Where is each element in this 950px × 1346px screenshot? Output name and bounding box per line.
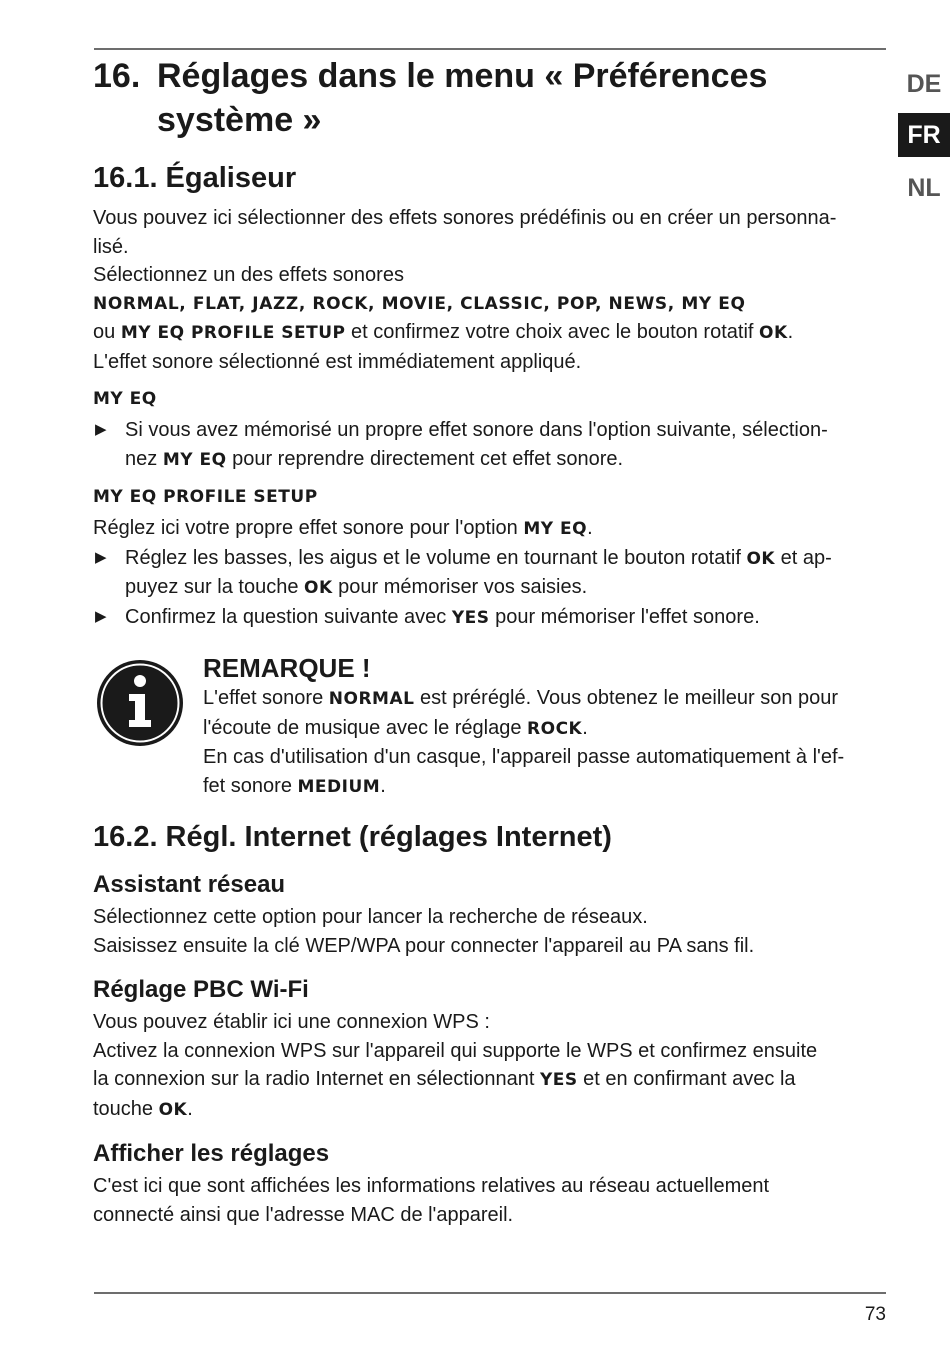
list-item: ▶ Réglez les basses, les aigus et le volume en tournant le bouton rotatif OK et ap- puyez sur la touche OK pour mémoriser vos saisies. <box>93 544 893 603</box>
subsection-title-network-assistant: Assistant réseau <box>93 871 286 898</box>
top-rule <box>94 48 886 50</box>
bullet-arrow-icon: ▶ <box>95 421 107 438</box>
paragraph: Activez la connexion WPS sur l'appareil qui supporte le WPS et confirmez ensuite la connexion sur la radio Internet en sélectionnant YES et en confirmant avec la touche OK. <box>93 1039 818 1120</box>
paragraph: Vous pouvez ici sélectionner des effets sonores prédéfinis ou en créer un personna- lisé. <box>93 207 837 258</box>
bullet-arrow-icon: ▶ <box>95 548 107 566</box>
subsection-title-my-eq: MY EQ <box>93 389 157 409</box>
chapter-title-line1: Réglages dans le menu « Préférences <box>157 57 768 95</box>
bullet-arrow-icon: ▶ <box>95 607 107 625</box>
note-text: L'effet sonore NORMAL est préréglé. Vous obtenez le meilleur son pour l'écoute de musique avec le réglage ROCK. En cas d'utilisation d'un casque, l'appareil passe automatiquement à l'ef- fet sonore MEDIUM. <box>203 687 845 797</box>
section-title-equalizer: 16.1. Égaliseur <box>93 162 297 194</box>
subsection-title-pbc-wifi: Réglage PBC Wi-Fi <box>93 976 309 1003</box>
tab-fr[interactable]: FR <box>898 113 950 157</box>
chapter-title <box>93 54 893 142</box>
section-title-internet: 16.2. Régl. Internet (réglages Internet) <box>93 821 612 853</box>
list-item: ▶ Confirmez la question suivante avec YES pour mémoriser l'effet sonore. <box>93 603 893 633</box>
paragraph: Sélectionnez un des effets sonores <box>93 264 404 286</box>
note-box <box>93 652 893 801</box>
page-content <box>93 54 893 1229</box>
paragraph: Saisissez ensuite la clé WEP/WPA pour connecter l'appareil au PA sans fil. <box>93 934 755 957</box>
paragraph: Réglez ici votre propre effet sonore pour l'option MY EQ. <box>93 517 593 539</box>
chapter-number: 16. <box>93 57 141 95</box>
tab-de[interactable]: DE <box>906 70 942 98</box>
paragraph: Vous pouvez établir ici une connexion WPS : <box>93 1011 490 1033</box>
subsection-title-profile-setup: MY EQ PROFILE SETUP <box>93 487 318 507</box>
paragraph: C'est ici que sont affichées les informations relatives au réseau actuellement connecté ainsi que l'adresse MAC de l'appareil. <box>93 1175 770 1226</box>
subsection-title-show-settings: Afficher les réglages <box>93 1140 330 1167</box>
paragraph: L'effet sonore sélectionné est immédiatement appliqué. <box>93 350 582 373</box>
note-title: REMARQUE ! <box>203 653 371 683</box>
paragraph: ou MY EQ PROFILE SETUP et confirmez votre choix avec le bouton rotatif OK. <box>93 321 794 343</box>
info-icon <box>95 658 185 748</box>
page-number: 73 <box>864 1304 886 1325</box>
paragraph: Sélectionnez cette option pour lancer la recherche de réseaux. <box>93 906 648 928</box>
tab-nl[interactable]: NL <box>907 174 941 202</box>
chapter-title-line2: système » <box>157 101 322 139</box>
effects-list: NORMAL, FLAT, JAZZ, ROCK, MOVIE, CLASSIC, POP, NEWS, MY EQ <box>93 293 746 314</box>
list-item: ▶ Si vous avez mémorisé un propre effet sonore dans l'option suivante, sélection- nez MY EQ pour reprendre directement cet effet sonore. <box>93 416 893 474</box>
bottom-rule <box>94 1292 886 1294</box>
